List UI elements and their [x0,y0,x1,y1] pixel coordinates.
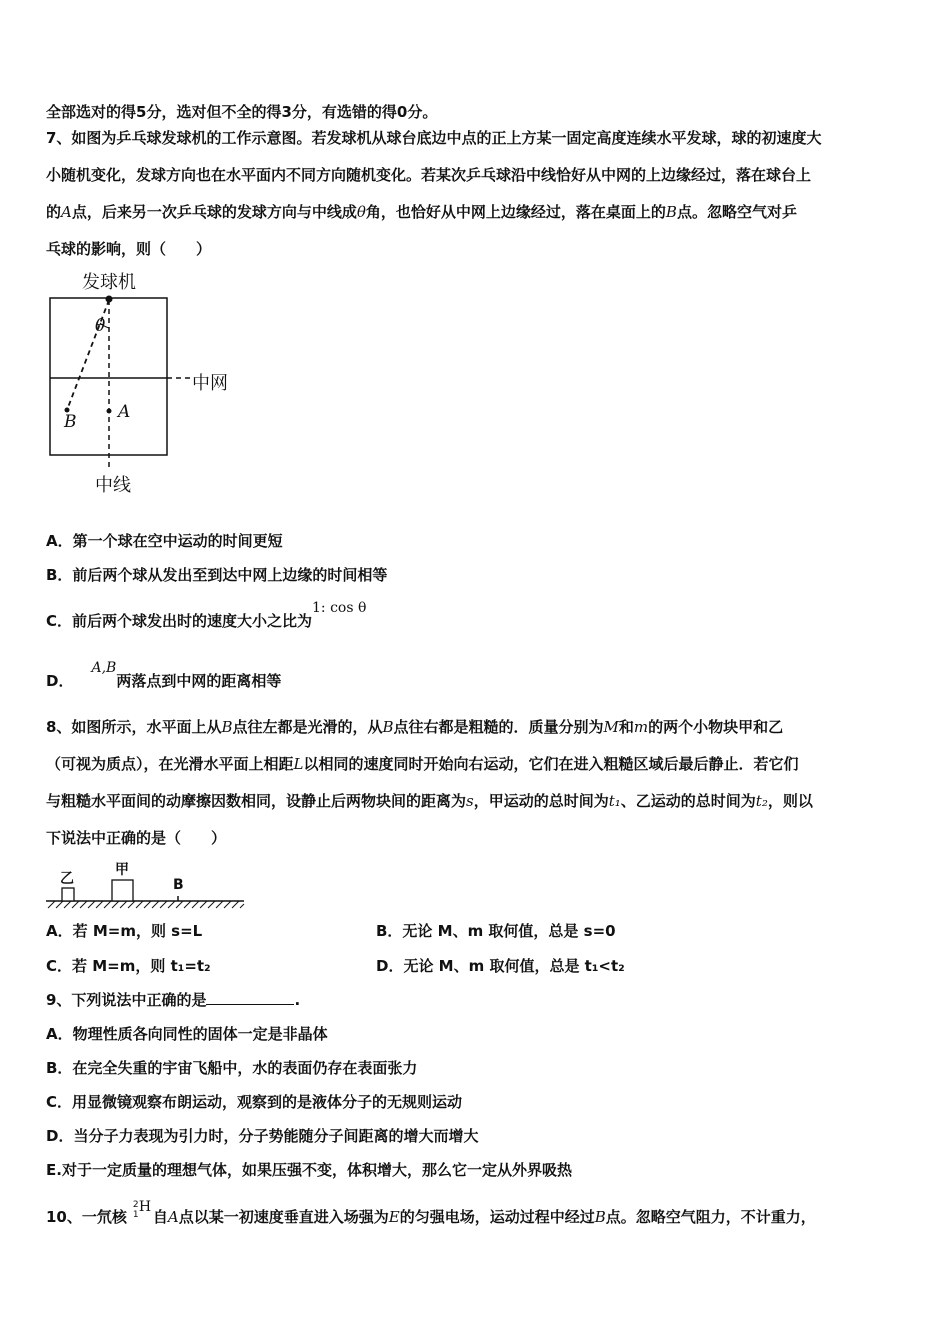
q7-option-d-text: 两落点到中网的距离相等 [116,672,282,690]
q10-text: 点以某一初速度垂直进入场强为 [178,1208,389,1226]
q8-text: 和 [618,718,634,736]
theta-symbol: θ [356,203,366,221]
fig-label-jia: 甲 [115,862,129,878]
q7-text: 点，后来另一次乒乓球的发球方向与中线成 [71,203,357,221]
q10-point-b: B [594,1208,606,1226]
q8-text: 、乙运动的总时间为 [620,792,756,810]
q7-stem-line-4: 乓球的影响，则（ ） [46,240,212,258]
q7-option-d-formula: A,B [91,660,117,676]
q9-option-d: D．当分子力表现为引力时，分子势能随分子间距离的增大而增大 [46,1127,479,1145]
fig-label-serve-machine: 发球机 [82,272,136,293]
q8-text: 8、如图所示，水平面上从 [46,718,222,736]
section-instruction: 全部选对的得5分，选对但不全的得3分，有选错的得0分。 [46,103,438,121]
q7-option-d-letter: D． [46,672,74,690]
q7-option-b: B．前后两个球从发出至到达中网上边缘的时间相等 [46,566,388,584]
q10-text: 的匀强电场，运动过程中经过 [399,1208,595,1226]
nuclide-mass-number: 2 [132,1200,139,1210]
q10-point-a: A [167,1208,179,1226]
q7-stem-line-3 [46,202,797,222]
q7-text: 的 [46,203,62,221]
q7-stem-line-2: 小随机变化，发球方向也在水平面内不同方向随机变化。若某次乒乓球沿中线恰好从中网的上边缘经过，落在球台上 [46,166,812,184]
block-jia [112,880,133,901]
fig-label-center-line: 中线 [95,475,131,496]
fig-label-yi: 乙 [60,871,74,887]
q7-option-c-text: C．前后两个球发出时的速度大小之比为 [46,612,313,630]
q7-stem-line-1: 7、如图为乒乓球发球机的工作示意图。若发球机从球台底边中点的正上方某一固定高度连续水平发球，球的初速度大 [46,129,822,147]
q7-text: 点。忽略空气对乒 [676,203,797,221]
q8-text: 以相同的速度同时开始向右运动，它们在进入粗糙区域后最后静止．若它们 [303,755,799,773]
answer-blank [206,990,294,1005]
point-b-symbol: B [665,203,677,221]
q8-text: 点往右都是粗糙的．质量分别为 [393,718,604,736]
q7-option-a: A．第一个球在空中运动的时间更短 [46,532,283,550]
q10-text: 自 [152,1208,168,1226]
fig-label-a: A [118,402,131,422]
q8-text: （可视为质点），在光滑水平面上相距 [46,755,294,773]
fig-label-b: B [173,877,184,893]
fig-label-net: 中网 [192,373,228,394]
q8-stem-line-4: 下说法中正确的是（ ） [46,829,227,847]
q8-time-t1: t₁ [608,792,621,810]
q9-option-a: A．物理性质各向同性的固体一定是非晶体 [46,1025,328,1043]
point-a-symbol: A [61,203,72,221]
deuteron-nuclide-symbol [127,1199,153,1227]
ground-hatching [48,901,244,908]
q7-option-d [46,660,282,692]
q8-text: 的两个小物块甲和乙 [648,718,784,736]
q8-text: 与粗糙水平面间的动摩擦因数相同，设静止后两物块间的距离为 [46,792,467,810]
q8-time-t2: t₂ [755,792,768,810]
q9-option-c: C．用显微镜观察布朗运动，观察到的是液体分子的无规则运动 [46,1093,463,1111]
serve-machine-dot [106,296,113,303]
q9-option-b: B．在完全失重的宇宙飞船中，水的表面仍存在表面张力 [46,1059,418,1077]
q10-text: 点。忽略空气阻力，不计重力， [605,1208,816,1226]
point-a-dot [107,409,112,414]
q8-text: 点往左都是光滑的，从 [232,718,383,736]
q8-option-a: A．若 M=m，则 s=L [46,922,203,940]
fig-label-b: B [64,412,77,432]
q10-stem-line-1 [46,1199,816,1227]
nuclide-element: H [138,1199,152,1215]
q8-stem-line-3 [46,791,813,811]
nuclide-charge-number: 1 [132,1210,139,1220]
blocks-on-surface-diagram [46,858,246,910]
fig-label-theta: θ [95,316,106,336]
q8-stem-line-1 [46,717,783,737]
block-yi [62,888,74,901]
q10-field-e: E [388,1208,400,1226]
q8-point-b: B [221,718,233,736]
q8-stem-line-2 [46,754,799,774]
q8-distance-s: s [466,792,474,810]
q8-mass-m-big: M [603,718,619,736]
q8-mass-m-small: m [633,718,649,736]
q8-text: ，则以 [767,792,813,810]
q9-stem-end: . [294,991,301,1009]
q9-stem-text: 9、下列说法中正确的是 [46,991,207,1009]
q7-option-c [46,600,367,632]
q7-text: 角，也恰好从中网上边缘经过，落在桌面上的 [365,203,666,221]
q8-option-d: D．无论 M、m 取何值，总是 t₁<t₂ [376,957,625,975]
q9-option-e: E.对于一定质量的理想气体，如果压强不变，体积增大，那么它一定从外界吸热 [46,1161,572,1179]
q8-distance-l: L [293,755,304,773]
q8-point-b: B [382,718,394,736]
q8-option-c: C．若 M=m，则 t₁=t₂ [46,957,211,975]
q9-stem [46,990,300,1010]
q7-option-c-formula: 1: cos θ [312,600,367,616]
q8-text: ，甲运动的总时间为 [473,792,609,810]
q10-text: 10、一氘核 [46,1208,127,1226]
q8-option-b: B．无论 M、m 取何值，总是 s=0 [376,922,616,940]
